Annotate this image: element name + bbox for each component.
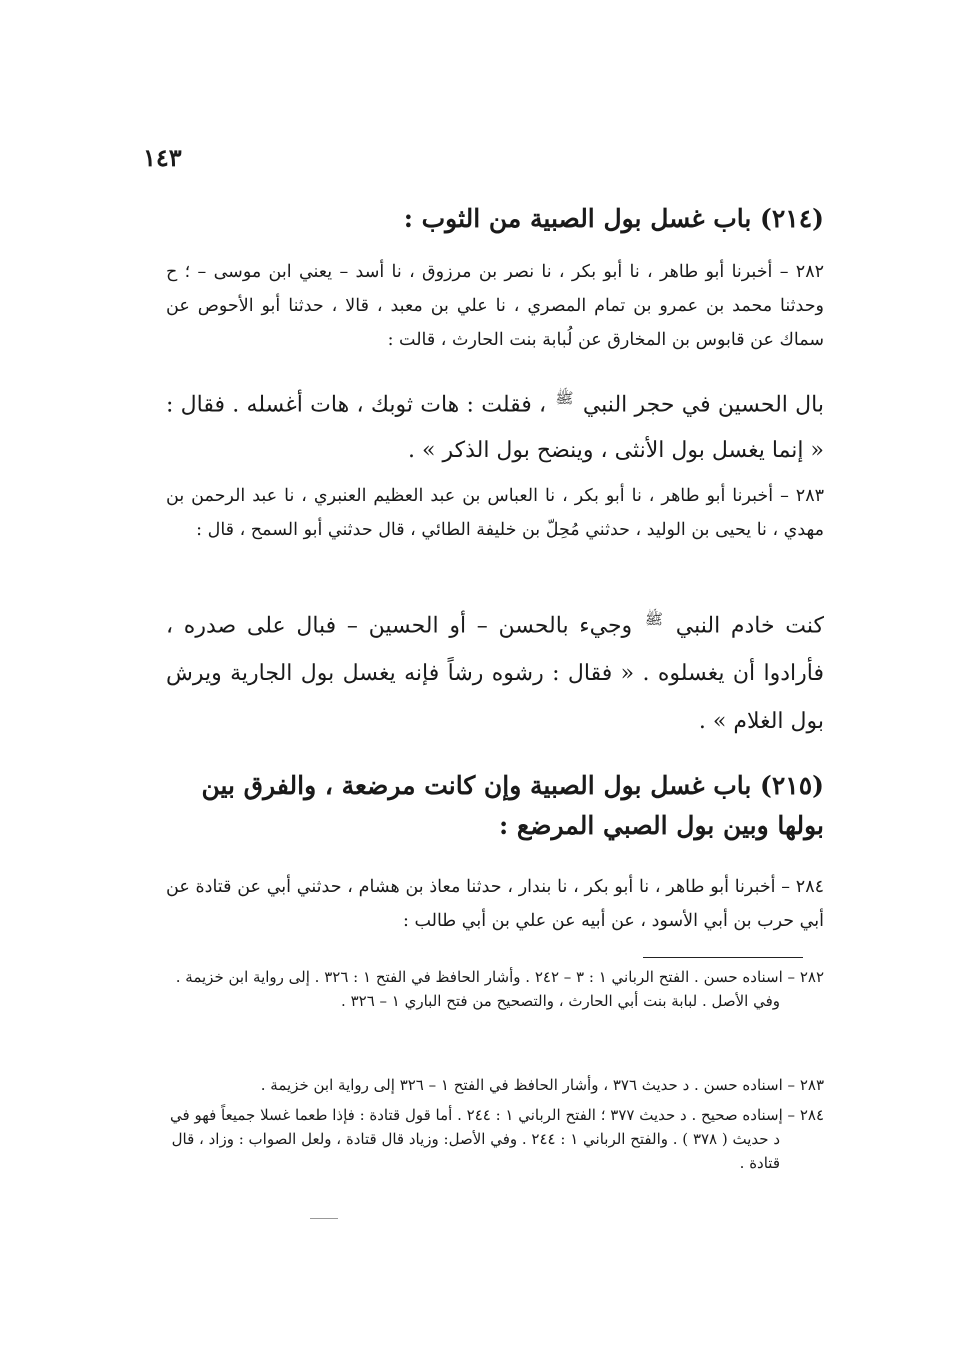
salawat-symbol: ﷺ — [555, 389, 574, 407]
footnote-282-text: ٢٨٢ – اسناده حسن . الفتح الرباني ١ : ٣ – ٢٤٢ . وأشار الحافظ في الفتح ١ : ٣٢٦ . إلى رواية ابن خزيمة . وفي الأصل . لبابة بنت أبي الحارث ، والتصحيح من فتح الباري ١ – ٣٢٦ . — [175, 968, 824, 1010]
hadith-283-matn — [166, 595, 824, 746]
hadith-282-isnad: ٢٨٢ – أخبرنا أبو طاهر ، نا أبو بكر ، نا نصر بن مرزوق ، نا أسد – يعني ابن موسى – ؛ ح وحدثنا محمد بن عمرو بن تمام المصري ، نا علي بن معبد ، قالا ، حدثنا أبو الأحوص عن سماك عن قابوس بن المخارق عن لُبابة بنت الحارث ، قالت : — [166, 262, 824, 350]
page-number: ١٤٣ — [143, 143, 182, 172]
chapter-heading-214: (٢١٤) باب غسل بول الصبية من الثوب : — [403, 204, 824, 233]
hadith-283-matn-after: وجيء بالحسن – أو الحسين – فبال على صدره ، فأرادوا أن يغسلوه . « فقال : رشوه رشاً فإنه يغسل بول الجارية ويرش بول الغلام » . — [166, 613, 824, 735]
footnote-284-text: ٢٨٤ – إسناده صحيح . د حديث ٣٧٧ ؛ الفتح الرباني ١ : ٢٤٤ . أما قول قتادة : فإذا طعما غسلا جميعاً فهو في د حديث ( ٣٧٨ ) . والفتح الرباني ١ : ٢٤٤ . وفي الأصل: وزياد قال قتادة ، ولعل الصواب : وزاد ، قال قتادة . — [170, 1106, 824, 1172]
footnote-separator — [643, 957, 803, 958]
page-bottom-mark — [310, 1218, 338, 1219]
hadith-284-isnad: ٢٨٤ – أخبرنا أبو طاهر ، نا أبو بكر ، نا بندار ، حدثنا معاذ بن هشام ، حدثني أبي عن قتادة عن أبي حرب بن أبي الأسود ، عن أبيه عن علي بن أبي طالب : — [166, 877, 824, 931]
chapter-heading-215: (٢١٥) باب غسل بول الصبية وإن كانت مرضعة ، والفرق بين بولها وبين بول الصبي المرضع : — [201, 771, 824, 840]
footnote-283-text: ٢٨٣ – اسناده حسن . د حديث ٣٧٦ ، وأشار الحافظ في الفتح ١ – ٣٢٦ إلى رواية ابن خزيمة . — [260, 1076, 824, 1094]
hadith-283-isnad: ٢٨٣ – أخبرنا أبو طاهر ، نا أبو بكر ، نا العباس بن عبد العظيم العنبري ، نا عبد الرحمن بن مهدي ، نا يحيى بن الوليد ، حدثني مُحِلّ بن خليفة الطائي ، قال حدثني أبو السمح ، قال : — [166, 486, 824, 540]
hadith-282-matn — [166, 375, 824, 474]
salawat-symbol: ﷺ — [644, 610, 664, 628]
hadith-283-matn-before: كنت خادم النبي — [675, 613, 825, 639]
hadith-282-matn-before: بال الحسين في حجر النبي — [582, 392, 824, 418]
footnote-283 — [164, 1073, 824, 1097]
hadith-282-matn-after: ، فقلت : هات ثوبك ، هات أغسله . فقال : « إنما يغسل بول الأنثى ، وينضح بول الذكر » . — [166, 392, 824, 464]
footnote-284 — [164, 1103, 824, 1175]
footnote-282 — [164, 965, 824, 1013]
